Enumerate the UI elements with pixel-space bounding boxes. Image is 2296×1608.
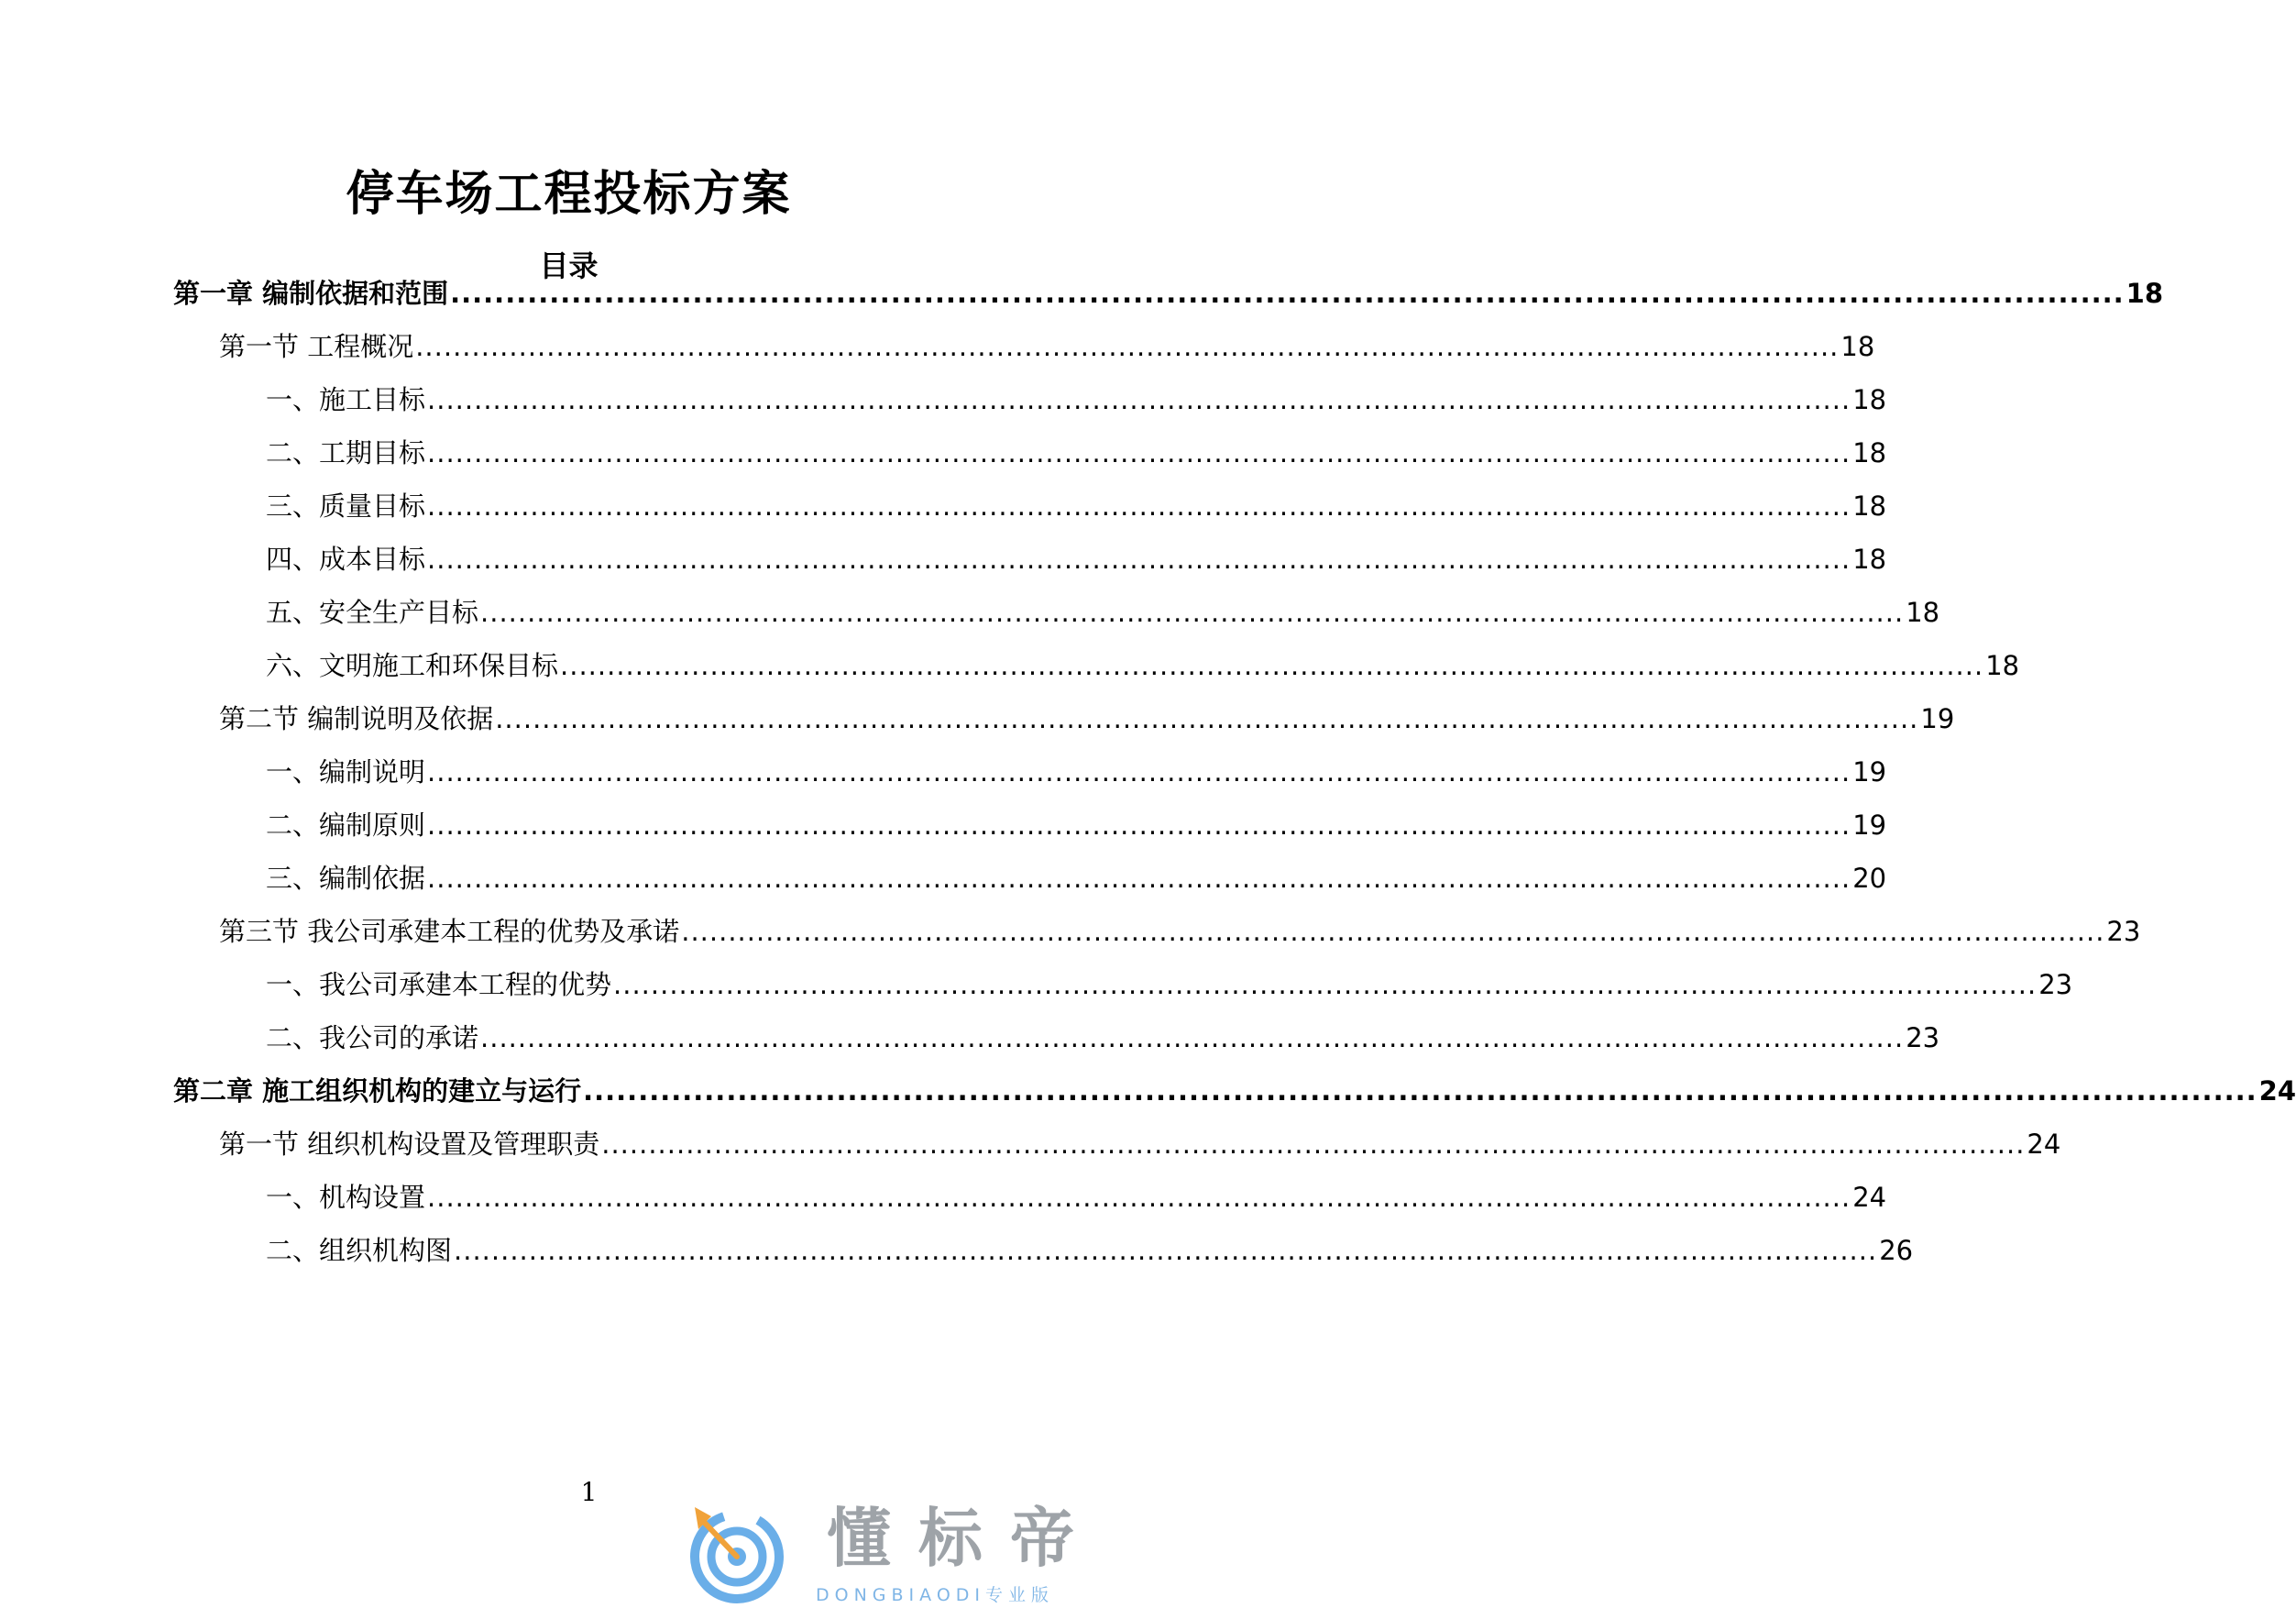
toc-entry-title: 一、机构设置	[266, 1182, 426, 1213]
toc-entry[interactable]	[266, 1172, 1887, 1216]
toc-entry-title: 三、编制依据	[266, 863, 426, 894]
toc-entry-page: 24	[1852, 1182, 1887, 1213]
toc-entry-page: 18	[1985, 650, 2020, 681]
toc-entry-page: 24	[2258, 1075, 2296, 1107]
toc-entry-title: 二、编制原则	[266, 810, 426, 841]
toc-entry-title: 二、组织机构图	[266, 1235, 453, 1266]
toc-entry-title: 一、编制说明	[266, 756, 426, 787]
toc-entry-page: 18	[1852, 544, 1887, 575]
toc-entry-page: 18	[1852, 490, 1887, 522]
toc-entry[interactable]	[219, 693, 1955, 737]
toc-leader-dots: ........................................................................................................................................................	[427, 756, 1851, 787]
toc-leader-dots: ........................................................................................................................................................	[560, 650, 1984, 681]
watermark-logo	[678, 1496, 1118, 1608]
toc-entry-page: 23	[1906, 1022, 1940, 1053]
toc-entry-title: 二、我公司的承诺	[266, 1022, 479, 1053]
toc-entry-title: 第一节 工程概况	[219, 331, 414, 362]
toc-entry-page: 23	[2106, 916, 2141, 947]
toc-entry-page: 18	[1906, 597, 1940, 628]
toc-entry[interactable]	[266, 853, 1887, 897]
toc-entry[interactable]	[219, 321, 1875, 365]
toc-entry[interactable]	[219, 1118, 2061, 1162]
page-number: 1	[580, 1477, 598, 1507]
toc-entry[interactable]	[266, 1225, 1914, 1269]
toc-leader-dots: ........................................................................................................................................................	[427, 1182, 1851, 1213]
toc-entry-title: 五、安全生产目标	[266, 597, 479, 628]
document-title: 停车场工程投标方案	[346, 167, 792, 222]
toc-entry[interactable]	[173, 1065, 2296, 1109]
toc-entry-page: 19	[1920, 703, 1955, 734]
toc-entry[interactable]	[266, 959, 2073, 1003]
toc-entry[interactable]	[266, 640, 2020, 684]
toc-leader-dots: ........................................................................................................................................................	[427, 384, 1851, 415]
toc-entry[interactable]	[266, 534, 1887, 578]
toc-entry-page: 26	[1879, 1235, 1914, 1266]
toc-leader-dots: ........................................................................................................................................................	[415, 331, 1840, 362]
toc-entry-title: 第二节 编制说明及依据	[219, 703, 494, 734]
toc-leader-dots: ........................................................................................................................................................	[480, 597, 1905, 628]
toc-entry[interactable]	[266, 799, 1887, 843]
toc-entry-page: 23	[2038, 969, 2073, 1000]
toc-entry-page: 19	[1852, 810, 1887, 841]
toc-entry[interactable]	[266, 480, 1887, 524]
toc-entry-page: 19	[1852, 756, 1887, 787]
watermark-brand-name: 懂标帝	[827, 1501, 1102, 1576]
toc-heading: 目录	[539, 248, 599, 283]
toc-leader-dots: ........................................................................................................................................................	[681, 916, 2105, 947]
toc-entry-page: 18	[1840, 331, 1875, 362]
toc-entry-page: 20	[1852, 863, 1887, 894]
toc-leader-dots: ........................................................................................................................................................	[427, 863, 1851, 894]
toc-entry-title: 第二章 施工组织机构的建立与运行	[173, 1075, 582, 1107]
toc-leader-dots: ........................................................................................................................................................	[427, 810, 1851, 841]
toc-leader-dots: ........................................................................................................................................................	[495, 703, 1919, 734]
toc-leader-dots: ........................................................................................................................................................	[613, 969, 2038, 1000]
toc-entry[interactable]	[219, 906, 2141, 950]
toc-entry-title: 三、质量目标	[266, 490, 426, 522]
toc-leader-dots: ........................................................................................................................................................	[480, 1022, 1905, 1053]
toc-leader-dots: ........................................................................................................................................................	[427, 437, 1851, 468]
toc-entry[interactable]	[266, 427, 1887, 471]
watermark-subtitle: DONGBIAODI专业版	[816, 1585, 1055, 1605]
toc-leader-dots: ........................................................................................................................................................	[601, 1129, 2026, 1160]
toc-entry-page: 18	[2126, 278, 2163, 309]
toc-leader-dots: ........................................................................................................................................................	[450, 278, 2125, 309]
toc-entry-page: 18	[1852, 437, 1887, 468]
toc-entry[interactable]	[266, 587, 1940, 631]
toc-entry-title: 第三节 我公司承建本工程的优势及承诺	[219, 916, 680, 947]
toc-entry-title: 第一章 编制依据和范围	[173, 278, 449, 309]
toc-entry-page: 18	[1852, 384, 1887, 415]
toc-leader-dots: ........................................................................................................................................................	[454, 1235, 1878, 1266]
toc-entry-title: 一、施工目标	[266, 384, 426, 415]
toc-entry[interactable]	[266, 746, 1887, 790]
target-arrow-icon	[684, 1502, 788, 1604]
toc-entry-title: 四、成本目标	[266, 544, 426, 575]
toc-entry[interactable]	[173, 268, 2163, 312]
toc-entry[interactable]	[266, 374, 1887, 418]
toc-leader-dots: ........................................................................................................................................................	[427, 544, 1851, 575]
toc-entry[interactable]	[266, 1012, 1940, 1056]
toc-leader-dots: ........................................................................................................................................................	[427, 490, 1851, 522]
toc-entry-title: 一、我公司承建本工程的优势	[266, 969, 612, 1000]
toc-entry-page: 24	[2027, 1129, 2061, 1160]
toc-entry-title: 第一节 组织机构设置及管理职责	[219, 1129, 600, 1160]
toc-leader-dots: ........................................................................................................................................................	[583, 1075, 2258, 1107]
toc-entry-title: 二、工期目标	[266, 437, 426, 468]
toc-entry-title: 六、文明施工和环保目标	[266, 650, 559, 681]
